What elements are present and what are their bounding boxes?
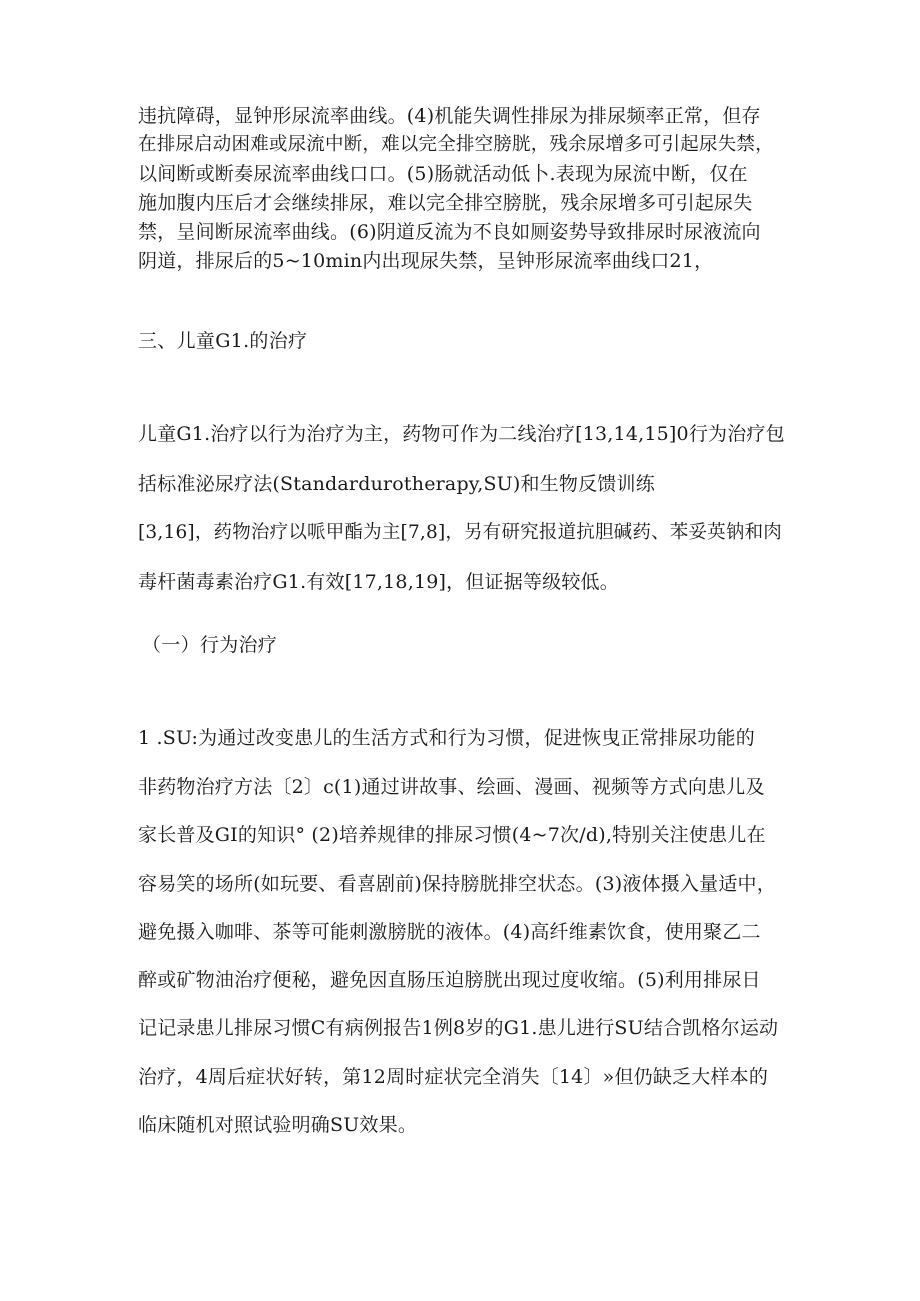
paragraph-line: 记记录患儿排尿习惯C有病例报告1例8岁的G1.患儿进行SU结合凯格尔运动 <box>138 1017 779 1039</box>
paragraph-line: 避免摄入咖啡、茶等可能刺激膀胱的液体。(4)高纤维素饮食，使用聚乙二 <box>138 921 761 943</box>
section-heading: 三、儿童G1.的治疗 <box>138 330 308 352</box>
paragraph-line: 禁，呈间断尿流率曲线。(6)阴道反流为不良如厕姿势导致排尿时尿液流向 <box>138 221 761 243</box>
paragraph-line: 临床随机对照试验明确SU效果。 <box>138 1114 418 1136</box>
paragraph-line: 1 .SU:为通过改变患儿的生活方式和行为习惯，促进恢曳正常排尿功能的 <box>138 727 755 749</box>
paragraph-line: 在排尿启动困难或尿流中断，难以完全排空膀胱，残余尿增多可引起尿失禁， <box>138 134 774 155</box>
paragraph-line: 容易笑的场所(如玩要、看喜剧前)保持膀胱排空状态。(3)液体摄入量适中， <box>138 873 776 895</box>
paragraph-line: 治疗，4周后症状好转，第12周时症状完全消失〔14〕»但仍缺乏大样本的 <box>138 1066 769 1088</box>
paragraph-line: [3,16]，药物治疗以哌甲酯为主[7,8]，另有研究报道抗胆碱药、苯妥英钠和肉 <box>138 522 782 543</box>
paragraph-line: 以间断或断奏尿流率曲线口口。(5)肠就活动低卜.表现为尿流中断，仅在 <box>138 163 748 185</box>
paragraph-line: 括标准泌尿疗法(Standardurotherapy,SU)和生物反馈训练 <box>138 473 655 495</box>
subsection-heading: （一）行为治疗 <box>142 634 278 656</box>
paragraph-line: 非药物治疗方法〔2〕c(1)通过讲故事、绘画、漫画、视频等方式向患儿及 <box>138 776 765 798</box>
paragraph-line: 毒杆菌毒素治疗G1.有效[17,18,19]，但证据等级较低。 <box>138 571 619 593</box>
paragraph-line: 施加腹内压后才会继续排尿，难以完全排空膀胱，残余尿增多可引起尿失 <box>138 192 753 214</box>
paragraph-line: 醉或矿物油治疗便秘，避免因直肠压迫膀胱出现过度收缩。(5)利用排尿日 <box>138 969 761 991</box>
paragraph-line: 违抗障碍，显钟形尿流率曲线。(4)机能失调性排尿为排尿频率正常，但存 <box>138 105 761 127</box>
paragraph-line: 阴道，排尿后的5~10min内出现尿失禁，呈钟形尿流率曲线口21， <box>138 250 714 272</box>
paragraph-line: 儿童G1.治疗以行为治疗为主，药物可作为二线治疗[13,14,15]0行为治疗包 <box>138 423 785 445</box>
paragraph-line: 家长普及GI的知识° (2)培养规律的排尿习惯(4~7次/d),特别关注使患儿在 <box>138 824 766 846</box>
